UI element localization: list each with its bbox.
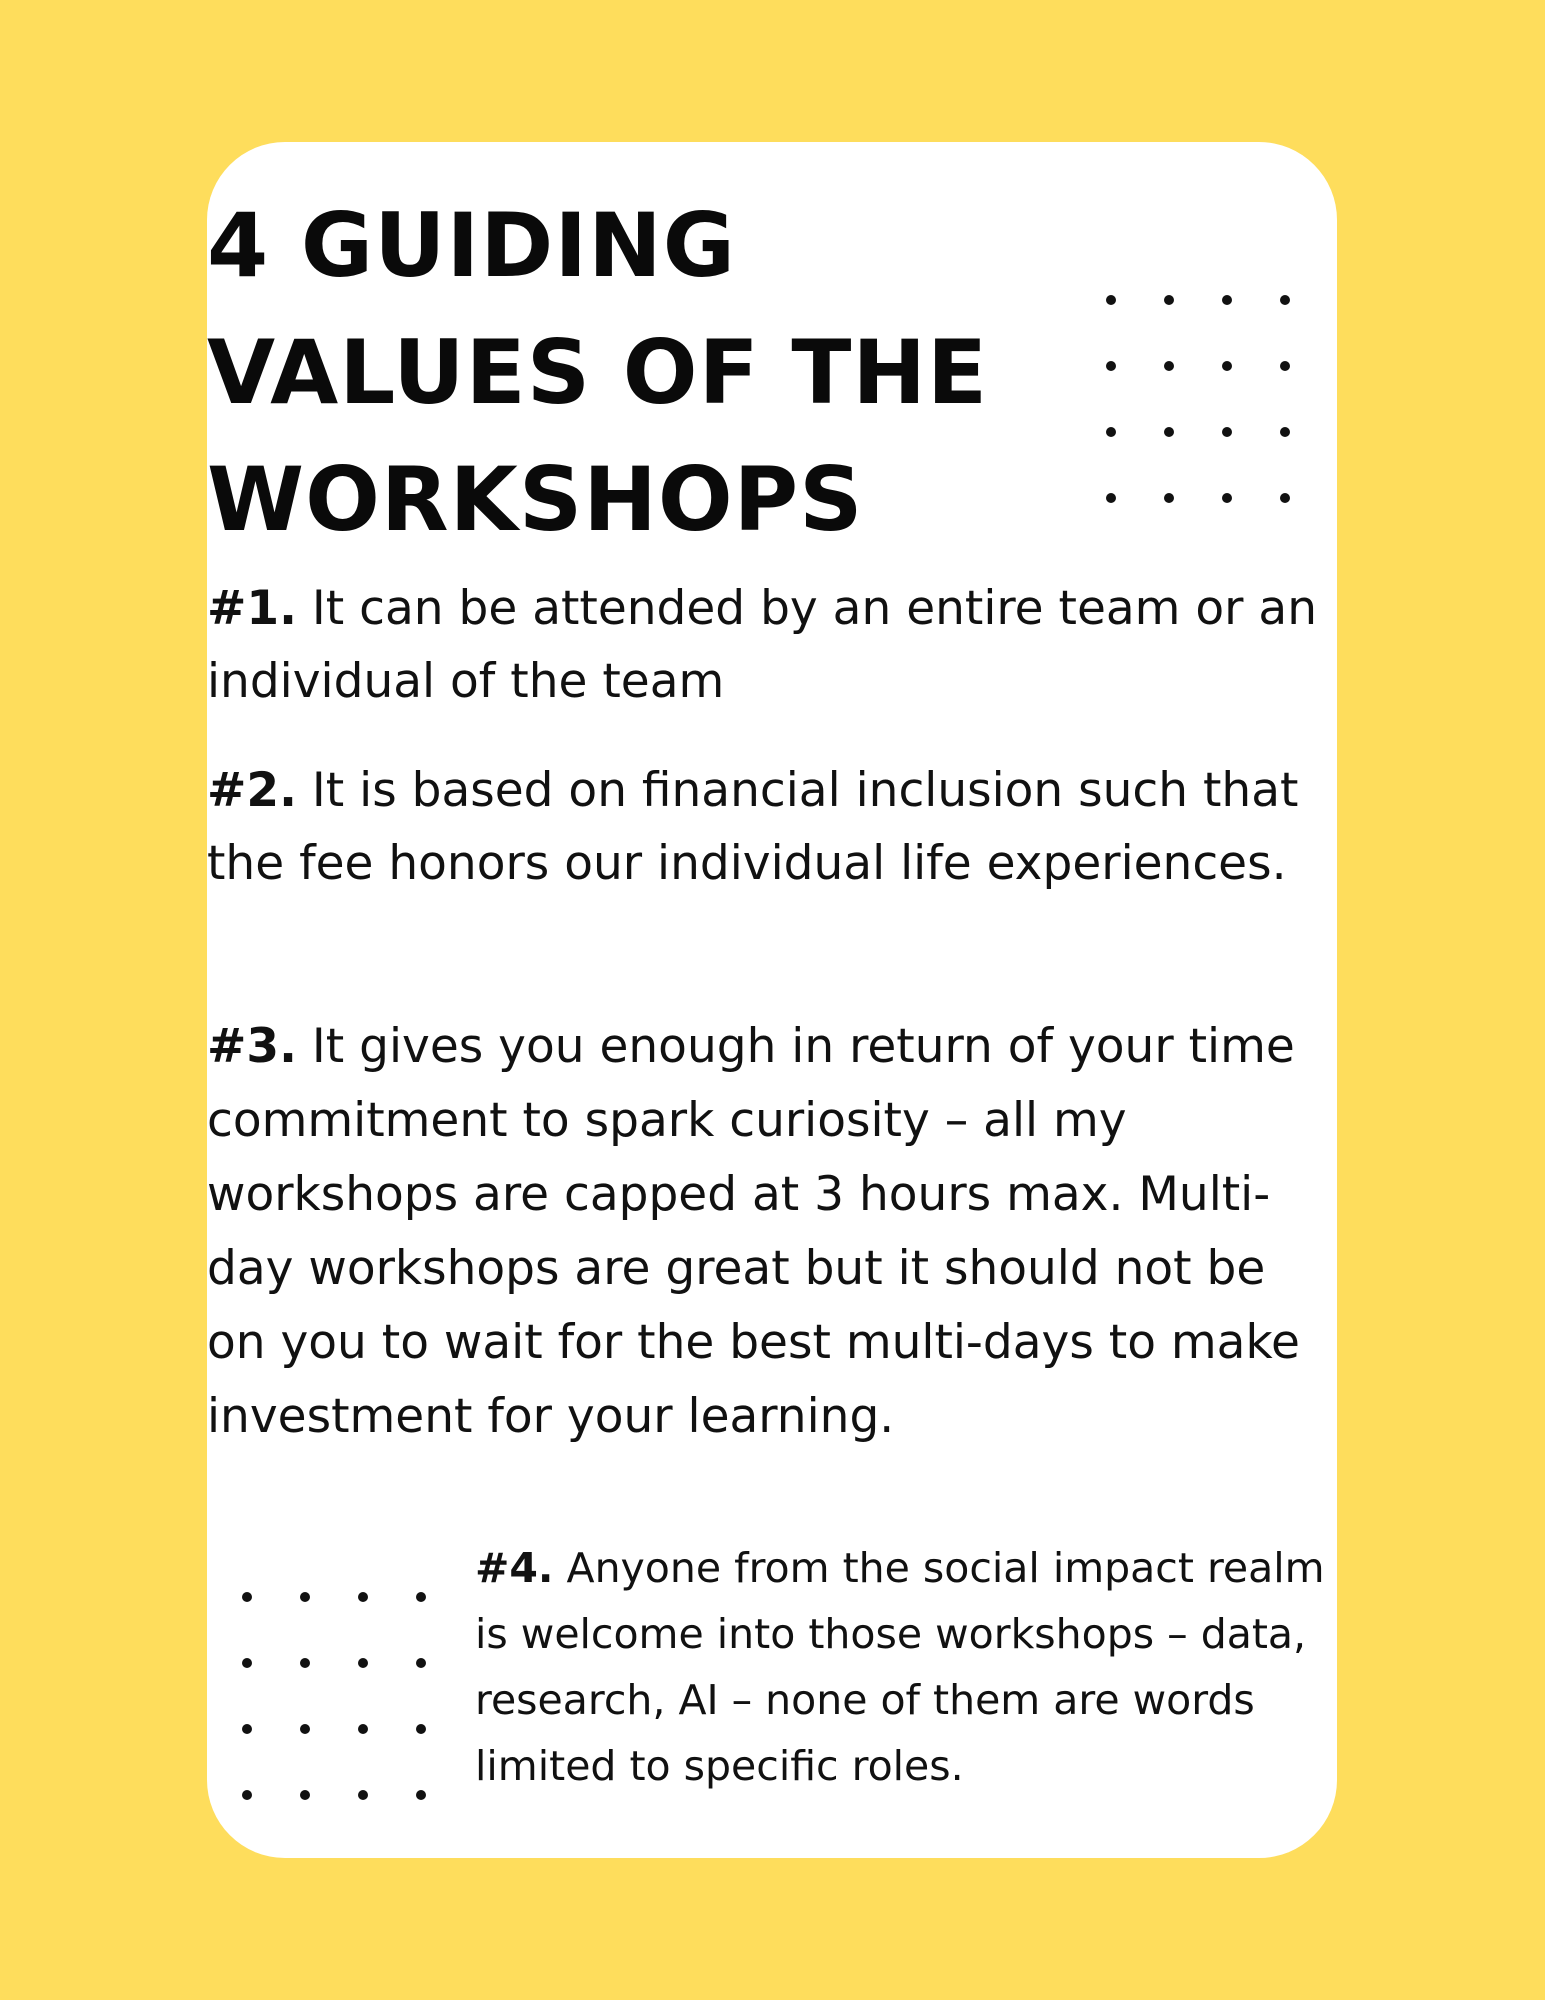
value-text: It is based on financial inclusion such that the fee honors our individual life experiences. (207, 763, 1299, 891)
dot (1280, 361, 1290, 371)
dot (242, 1658, 252, 1668)
value-number: #1. (207, 581, 297, 636)
dot (358, 1658, 368, 1668)
dot (1280, 295, 1290, 305)
dot-grid-icon-top (1106, 295, 1290, 503)
value-item-3 (207, 1010, 1335, 1454)
value-number: #4. (475, 1544, 554, 1592)
value-number: #3. (207, 1019, 297, 1074)
dot (416, 1658, 426, 1668)
value-item-2 (207, 754, 1332, 900)
dot (1222, 361, 1232, 371)
dot (1106, 427, 1116, 437)
dot (416, 1592, 426, 1602)
dot (358, 1592, 368, 1602)
value-text: Anyone from the social impact realm is welcome into those workshops – data, research, AI – none of them are words limited to specific roles. (475, 1544, 1325, 1790)
dot (416, 1790, 426, 1800)
page-title: 4 GUIDING VALUES OF THE WORKSHOPS (207, 194, 989, 551)
dot (242, 1724, 252, 1734)
value-text: It can be attended by an entire team or an individual of the team (207, 581, 1318, 709)
value-text: It gives you enough in return of your time commitment to spark curiosity – all my workshops are capped at 3 hours max. Multi-day workshops are great but it should not be on you to wait for the best multi-days to make investment for your learning. (207, 1019, 1300, 1444)
value-item-4 (475, 1535, 1335, 1799)
dot (1164, 295, 1174, 305)
dot (1106, 295, 1116, 305)
dot-grid-icon-bottom (242, 1592, 426, 1800)
dot (1280, 493, 1290, 503)
dot (1106, 493, 1116, 503)
dot (1222, 295, 1232, 305)
dot (300, 1658, 310, 1668)
dot (358, 1790, 368, 1800)
dot (1222, 427, 1232, 437)
dot (300, 1592, 310, 1602)
value-number: #2. (207, 763, 297, 818)
dot (300, 1724, 310, 1734)
dot (358, 1724, 368, 1734)
dot (300, 1790, 310, 1800)
dot (1222, 493, 1232, 503)
value-item-1 (207, 572, 1332, 718)
dot (1164, 361, 1174, 371)
dot (1280, 427, 1290, 437)
dot (242, 1790, 252, 1800)
dot (1164, 427, 1174, 437)
dot (1164, 493, 1174, 503)
dot (1106, 361, 1116, 371)
dot (416, 1724, 426, 1734)
dot (242, 1592, 252, 1602)
